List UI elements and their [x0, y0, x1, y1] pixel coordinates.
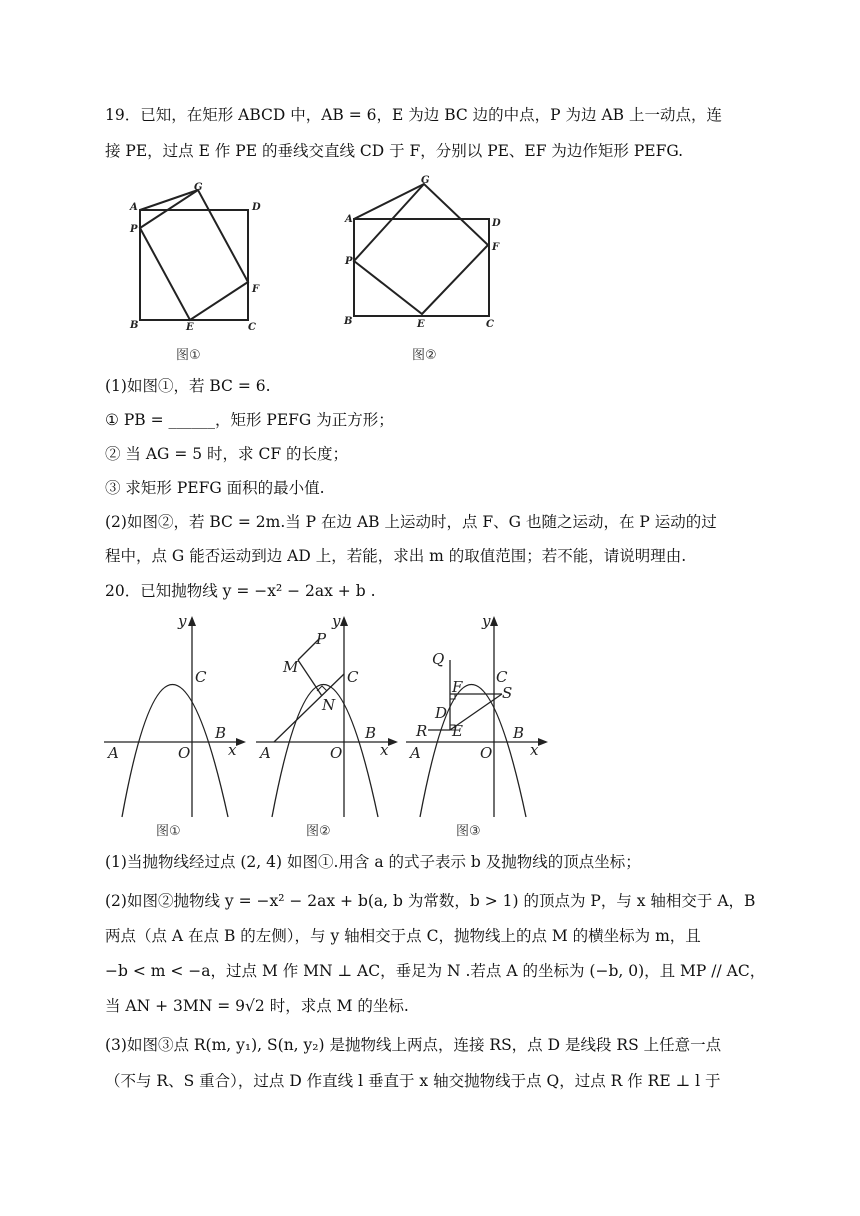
q20-part2-line3: −b < m < −a，过点 M 作 MN ⊥ AC，垂足为 N .若点 A 的坐标为 (−b, 0)，且 MP // AC，	[105, 962, 766, 980]
q20f3-label-y: y	[482, 612, 491, 630]
q20f3-label-O: O	[480, 744, 493, 762]
fig1-label-F: F	[252, 284, 260, 295]
q20f2-label-P: P	[316, 630, 327, 648]
fig2-label-B: B	[344, 316, 353, 327]
fig2-label-A: A	[345, 214, 353, 225]
fig2-label-D: D	[492, 218, 501, 229]
q20f3-label-Q: Q	[432, 650, 445, 668]
q20f1-label-B: B	[215, 724, 227, 742]
q20-part3-line1: (3)如图③点 R(m, y₁), S(n, y₂) 是抛物线上两点，连接 RS，点 D 是线段 RS 上任意一点	[105, 1036, 722, 1054]
q19-figure-2	[340, 172, 515, 337]
q20f2-label-N: N	[322, 696, 336, 714]
q20f3-label-D: D	[435, 704, 448, 722]
q20f2-label-y: y	[332, 612, 341, 630]
fig1-label-P: P	[130, 224, 138, 235]
fig1-label-D: D	[252, 202, 261, 213]
q20f2-label-O: O	[330, 744, 343, 762]
q20f2-label-M: M	[283, 658, 299, 676]
q20f3-label-B: B	[513, 724, 525, 742]
q20-fig3-caption: 图③	[456, 824, 481, 839]
q20f2-label-C: C	[347, 668, 359, 686]
q20f3-label-R: R	[416, 722, 428, 740]
q19-part1-b: ② 当 AG = 5 时，求 CF 的长度；	[105, 445, 349, 463]
q19-part1-c: ③ 求矩形 PEFG 面积的最小值.	[105, 479, 325, 497]
q20-line-1: 20．已知抛物线 y = −x² − 2ax + b .	[105, 582, 376, 600]
q20f3-label-A: A	[410, 744, 421, 762]
q20-part1: (1)当抛物线经过点 (2, 4) 如图①.用含 a 的式子表示 b 及抛物线的顶点坐标；	[105, 853, 641, 871]
fig2-label-C: C	[486, 319, 494, 330]
fig2-label-P: P	[345, 256, 353, 267]
q20f2-label-B: B	[365, 724, 377, 742]
q19-figure-1	[118, 178, 278, 338]
q19-fig2-caption: 图②	[412, 348, 437, 363]
q20f3-label-C: C	[496, 668, 508, 686]
q20-part2-line1: (2)如图②抛物线 y = −x² − 2ax + b(a, b 为常数，b > 1) 的顶点为 P，与 x 轴相交于 A，B	[105, 892, 756, 910]
q20-figure-2	[252, 612, 402, 822]
q19-part1-a: ① PB = ______，矩形 PEFG 为正方形；	[105, 411, 394, 429]
fig2-label-F: F	[492, 242, 500, 253]
q20f1-label-O: O	[178, 744, 191, 762]
q20-fig1-caption: 图①	[156, 824, 181, 839]
q19-line-1: 19．已知，在矩形 ABCD 中，AB = 6，E 为边 BC 边的中点，P 为边 AB 上一动点，连	[105, 106, 722, 124]
q20f3-label-x: x	[530, 741, 539, 759]
q20f1-label-x: x	[228, 741, 237, 759]
q20f1-label-y: y	[178, 612, 187, 630]
fig1-label-B: B	[130, 320, 139, 331]
q20f1-label-C: C	[195, 668, 207, 686]
q19-part1: (1)如图①，若 BC = 6.	[105, 377, 271, 395]
fig2-label-E: E	[417, 319, 425, 330]
fig1-label-A: A	[130, 202, 138, 213]
q20f2-label-A: A	[260, 744, 271, 762]
fig1-label-E: E	[186, 322, 194, 333]
q20f3-label-F: F	[452, 678, 463, 696]
fig2-label-G: G	[421, 175, 430, 186]
q19-part2-line2: 程中，点 G 能否运动到边 AD 上，若能，求出 m 的取值范围；若不能，请说明理由.	[105, 547, 687, 565]
q20f3-label-E: E	[452, 722, 463, 740]
q20-part2-line2: 两点（点 A 在点 B 的左侧），与 y 轴相交于点 C，抛物线上的点 M 的横坐标为 m，且	[105, 927, 701, 945]
q19-line-2: 接 PE，过点 E 作 PE 的垂线交直线 CD 于 F，分别以 PE、EF 为边作矩形 PEFG.	[105, 142, 684, 160]
q19-part2-line1: (2)如图②，若 BC = 2m.当 P 在边 AB 上运动时，点 F、G 也随之运动，在 P 运动的过	[105, 513, 717, 531]
q19-fig1-caption: 图①	[176, 348, 201, 363]
q20f1-label-A: A	[108, 744, 119, 762]
q20-fig2-caption: 图②	[306, 824, 331, 839]
fig1-label-G: G	[194, 182, 203, 193]
q20f3-label-S: S	[502, 684, 513, 702]
q20-figure-3	[402, 612, 552, 822]
q20-part2-line4: 当 AN + 3MN = 9√2 时，求点 M 的坐标.	[105, 997, 409, 1015]
fig1-label-C: C	[248, 322, 256, 333]
q20-figure-1	[100, 612, 250, 822]
q20-part3-line2: （不与 R、S 重合），过点 D 作直线 l 垂直于 x 轴交抛物线于点 Q，过点 R 作 RE ⊥ l 于	[105, 1072, 721, 1090]
q20f2-label-x: x	[380, 741, 389, 759]
